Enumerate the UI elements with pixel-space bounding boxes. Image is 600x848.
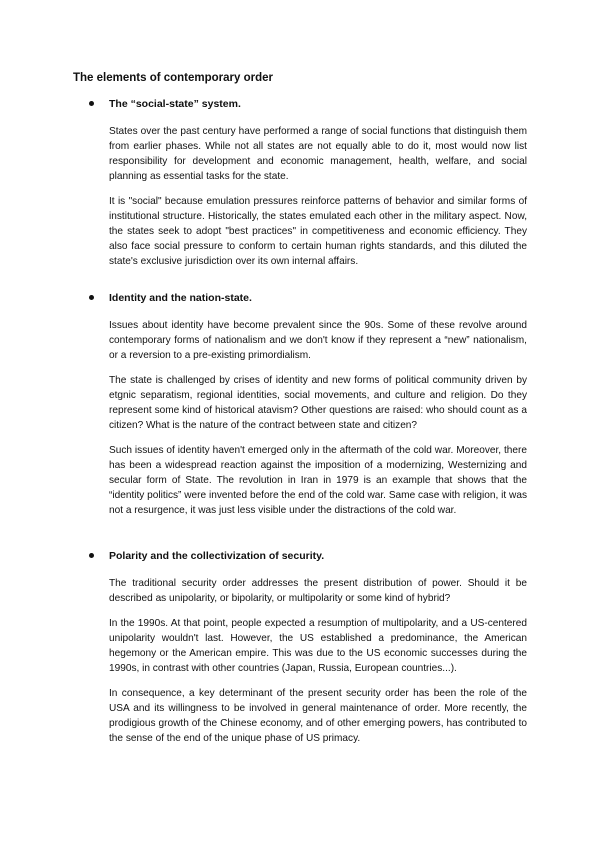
paragraph: In the 1990s. At that point, people expected a resumption of multipolarity, and a US-centered unipolarity wouldn't last. However, the US established a predominance, the American hegemony or the American empire. This was due to the US economic successes during the 1990s, in contrast with other countries (Japan, Russia, European countries...). xyxy=(109,618,527,674)
section-social-state xyxy=(0,96,600,269)
paragraph: In consequence, a key determinant of the present security order has been the role of the USA and its willingness to be involved in general maintenance of order. More recently, the prodigious growth of the Chinese economy, and of other emerging powers, has contributed to the sense of the end of the unique phase of US primacy. xyxy=(109,688,527,744)
bullet-icon xyxy=(89,553,94,558)
section-polarity xyxy=(0,548,600,746)
page-title: The elements of contemporary order xyxy=(73,72,274,84)
paragraph: States over the past century have performed a range of social functions that distinguish them from earlier phases. While not all states are not equally able to do it, most would now list responsibility for development and economic management, health, welfare, and social planning as essential tasks for the state. xyxy=(109,126,527,182)
section-identity xyxy=(0,290,600,518)
paragraph: Such issues of identity haven't emerged only in the aftermath of the cold war. Moreover, there has been a widespread reaction against the imposition of a modernizing, Westernizing and secular form of State. The revolution in Iran in 1979 is an example that shows that the “identity politics” were invented before the end of the cold war. Same case with religion, it was not a resurgence, it was just less visible under the distractions of the cold war. xyxy=(109,445,527,516)
section-heading-row xyxy=(0,548,600,564)
section-heading: Polarity and the collectivization of security. xyxy=(109,550,325,562)
section-heading-row xyxy=(0,96,600,112)
paragraph: Issues about identity have become prevalent since the 90s. Some of these revolve around contemporary forms of nationalism and we don't know if they represent a “new” nationalism, or a reversion to a pre-existing primordialism. xyxy=(109,320,527,361)
bullet-icon xyxy=(89,295,94,300)
paragraph: The state is challenged by crises of identity and new forms of political community driven by etgnic separatism, regional identities, social movements, and culture and religion. Do they represent some kind of historical atavism? Other questions are raised: who should count as a citizen? What is the nature of the contract between state and citizen? xyxy=(109,375,527,431)
bullet-icon xyxy=(89,101,94,106)
paragraph: It is "social" because emulation pressures reinforce patterns of behavior and similar forms of institutional structure. Historically, the states emulated each other in the military aspect. Now, the states seek to adopt "best practices" in competitiveness and economic efficiency. They also face social pressure to conform to certain human rights standards, and this diluted the state's exclusive jurisdiction over its own internal affairs. xyxy=(109,196,527,267)
paragraph: The traditional security order addresses the present distribution of power. Should it be described as unipolarity, or bipolarity, or multipolarity or some kind of hybrid? xyxy=(109,578,527,604)
section-heading-row xyxy=(0,290,600,306)
section-heading: The “social-state” system. xyxy=(109,98,241,110)
section-heading: Identity and the nation-state. xyxy=(109,292,252,304)
